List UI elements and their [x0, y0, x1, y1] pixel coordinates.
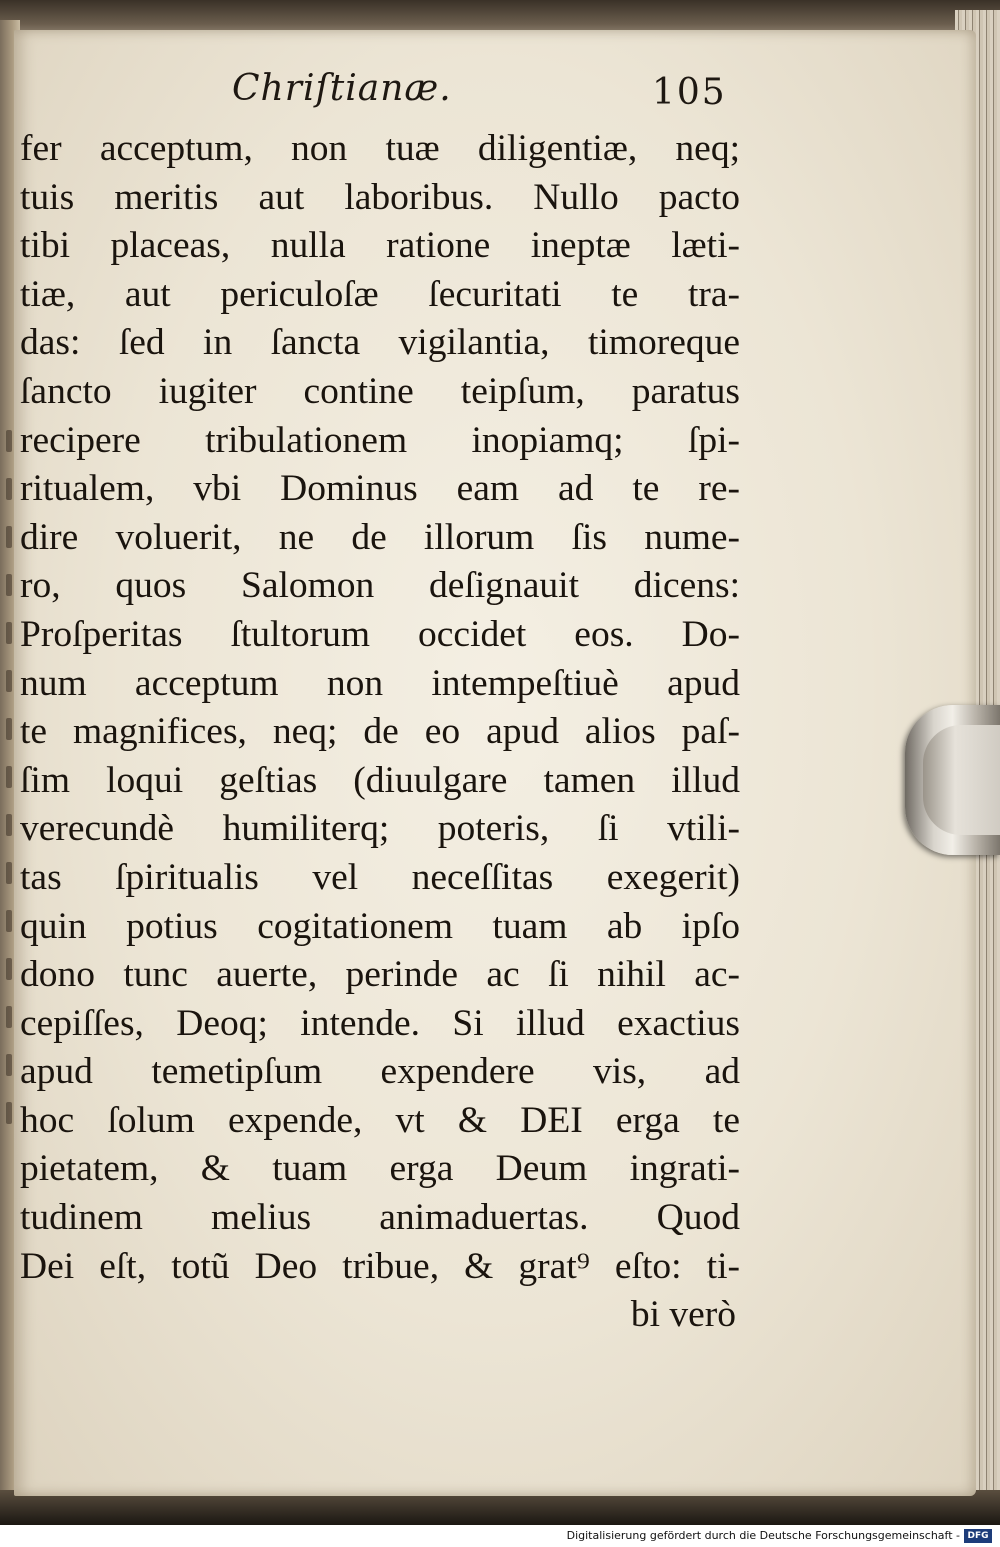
text-line: dono tunc auerte, perinde ac ſi nihil ac- [20, 954, 740, 996]
catchword: bi verò [630, 1294, 736, 1336]
footer-bar [0, 1525, 1000, 1547]
text-line: das: ſed in ſancta vigilantia, timoreque [20, 322, 740, 364]
text-line: Dei eſt, totũ Deo tribue, & grat⁹ eſto: ti- [20, 1245, 740, 1287]
running-head [0, 68, 1000, 118]
running-head-title: Chriſtianæ. [232, 68, 452, 109]
book-top-edge [0, 0, 1000, 34]
text-line: Proſperitas ſtultorum occidet eos. Do- [20, 613, 740, 655]
page-clip-inner [923, 725, 1000, 835]
body-text [20, 125, 740, 1340]
text-line: recipere tribulationem inopiamq; ſpi- [20, 419, 740, 461]
text-line: tiæ, aut periculoſæ ſecuritati te tra- [20, 273, 740, 315]
text-line: ſim loqui geſtias (diuulgare tamen illud [20, 759, 740, 801]
text-line: tudinem melius animaduertas. Quod [20, 1197, 740, 1239]
previous-page-margin-fragments [2, 430, 18, 1330]
text-line: pietatem, & tuam erga Deum ingrati- [20, 1148, 740, 1190]
text-line: hoc ſolum expende, vt & DEI erga te [20, 1099, 740, 1141]
page-number: 105 [652, 72, 727, 113]
text-line: ro, quos Salomon deſignauit dicens: [20, 565, 740, 607]
funding-credit: Digitalisierung gefördert durch die Deutsche Forschungsgemeinschaft - [566, 1529, 960, 1542]
text-line: ritualem, vbi Dominus eam ad te re- [20, 468, 740, 510]
text-line: tuis meritis aut laboribus. Nullo pacto [20, 176, 740, 218]
text-line: tibi placeas, nulla ratione ineptæ læti- [20, 225, 740, 267]
text-line: apud temetipſum expendere vis, ad [20, 1051, 740, 1093]
text-line: fer acceptum, non tuæ diligentiæ, neq; [20, 128, 740, 169]
text-line: tas ſpiritualis vel neceſſitas exegerit) [20, 856, 740, 898]
text-line: verecundè humiliterq; poteris, ſi vtili- [20, 808, 740, 850]
text-line: quin potius cogitationem tuam ab ipſo [20, 905, 740, 947]
dfg-logo: DFG [964, 1529, 992, 1543]
text-line: dire voluerit, ne de illorum ſis nume- [20, 516, 740, 558]
text-line: cepiſſes, Deoq; intende. Si illud exactius [20, 1002, 740, 1044]
text-line: num acceptum non intempeſtiuè apud [20, 662, 740, 704]
text-line: ſancto iugiter contine teipſum, paratus [20, 370, 740, 412]
page-clip [905, 705, 1000, 855]
text-line: te magnifices, neq; de eo apud alios paſ- [20, 711, 740, 753]
